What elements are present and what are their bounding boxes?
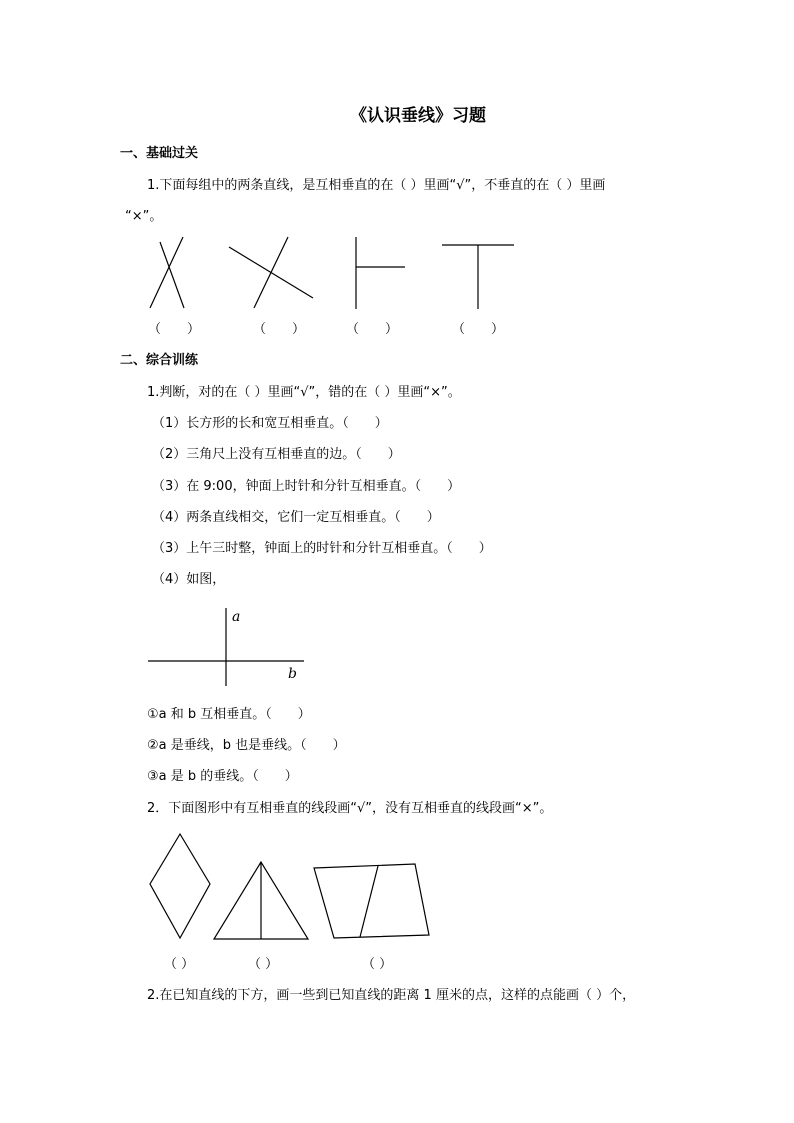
judgement-item-4[interactable]: （4）两条直线相交，它们一定互相垂直。（ ） <box>152 510 440 525</box>
section2-question3: 2.在已知直线的下方，画一些到已知直线的距离 1 厘米的点，这样的点能画（ ）个， <box>147 988 636 1003</box>
section1-question1-line1: 1.下面每组中的两条直线，是互相垂直的在（ ）里画“√”，不垂直的在（ ）里画 <box>147 178 606 193</box>
answer-slot-3[interactable]: （ ） <box>346 322 399 337</box>
sub-item-2[interactable]: ②a 是垂线，b 也是垂线。（ ） <box>147 738 346 753</box>
quadrilateral-shape <box>314 864 429 938</box>
triangle-shape <box>214 862 308 939</box>
shape-answer-slot-3[interactable]: （ ） <box>362 957 393 972</box>
sub-item-3[interactable]: ③a 是 b 的垂线。（ ） <box>147 769 298 784</box>
section1-heading: 一、基础过关 <box>120 146 199 161</box>
judgement-item-1[interactable]: （1）长方形的长和宽互相垂直。（ ） <box>152 416 388 431</box>
section1-question1-line2: “×”。 <box>125 209 163 224</box>
rhombus-shape <box>150 834 210 938</box>
answer-slot-2[interactable]: （ ） <box>253 322 306 337</box>
judgement-item-5[interactable]: （3）上午三时整，钟面上的时针和分针互相垂直。（ ） <box>152 541 492 556</box>
section2-question1: 1.判断，对的在（ ）里画“√”，错的在（ ）里画“×”。 <box>147 385 461 400</box>
answer-slot-4[interactable]: （ ） <box>452 322 505 337</box>
label-b: b <box>288 666 297 682</box>
judgement-item-3[interactable]: （3）在 9:00，钟面上时针和分针互相垂直。（ ） <box>152 479 461 494</box>
shape-answer-slot-1[interactable]: （ ） <box>164 957 195 972</box>
page-title: 《认识垂线》习题 <box>350 106 486 126</box>
shape-answer-slot-2[interactable]: （ ） <box>248 957 279 972</box>
section2-question2: 2．下面图形中有互相垂直的线段画“√”，没有互相垂直的线段画“×”。 <box>147 801 553 816</box>
judgement-item-2[interactable]: （2）三角尺上没有互相垂直的边。（ ） <box>152 447 401 462</box>
judgement-item-6: （4）如图， <box>152 572 226 587</box>
sub-item-1[interactable]: ①a 和 b 互相垂直。（ ） <box>147 707 311 722</box>
answer-slot-1[interactable]: （ ） <box>148 322 201 337</box>
section2-heading: 二、综合训练 <box>120 353 199 368</box>
label-a: a <box>232 609 241 625</box>
